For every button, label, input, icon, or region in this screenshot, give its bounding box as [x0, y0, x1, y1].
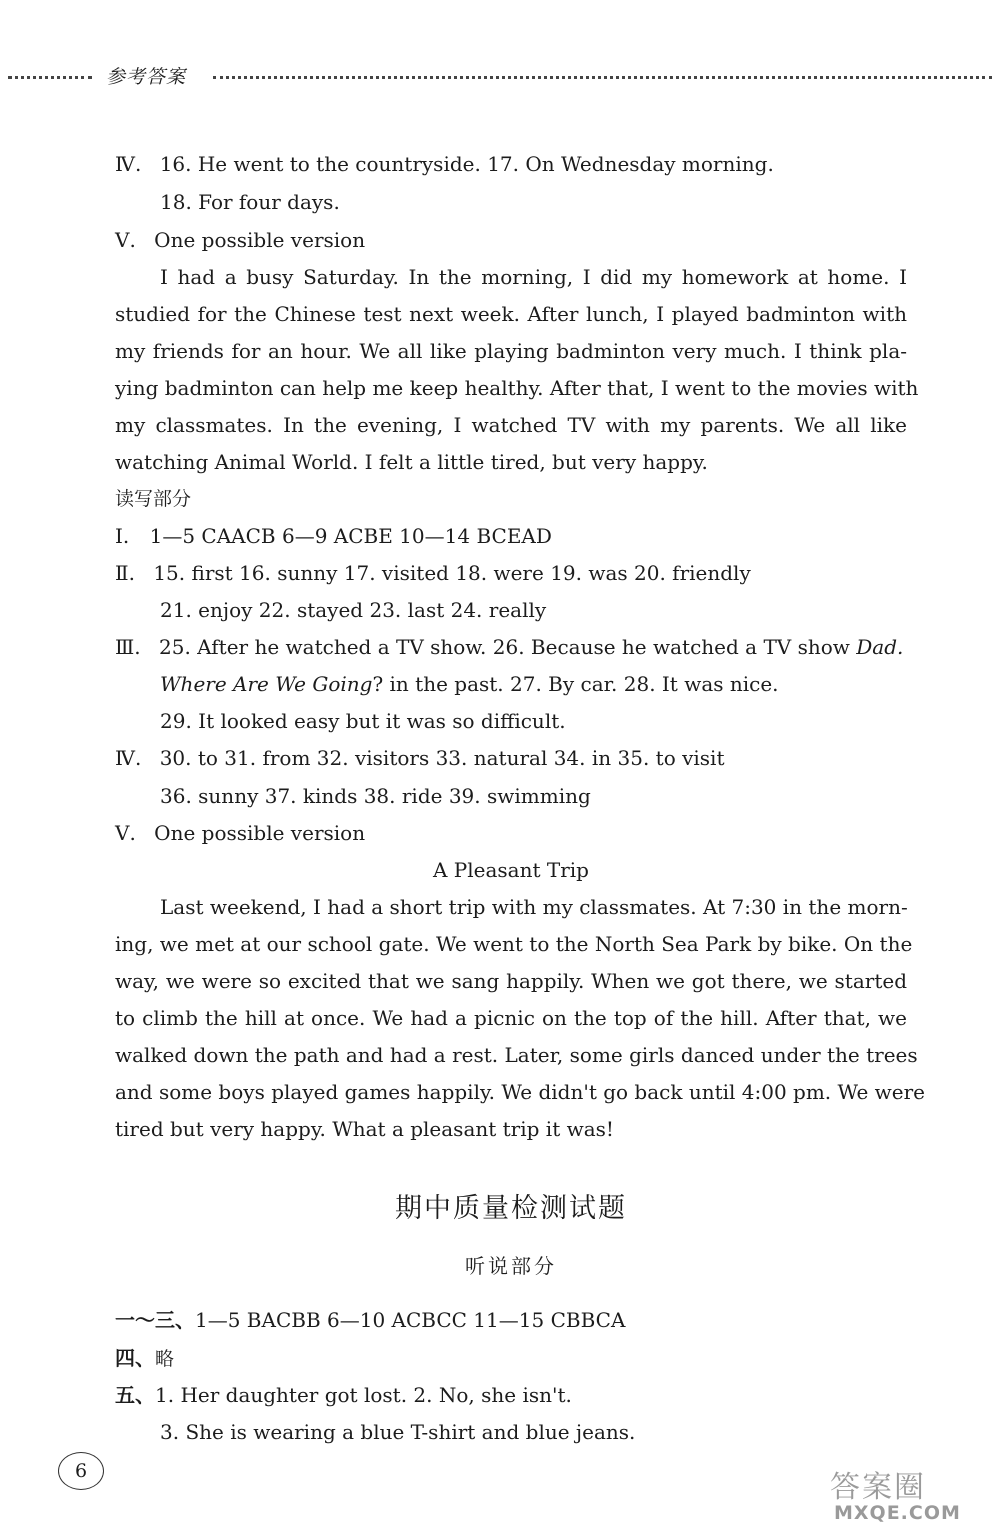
roman-numeral: Ⅱ.	[115, 561, 135, 585]
rw-iii-line3: 29. It looked easy but it was so difficult.	[160, 709, 566, 733]
essay2-title: A Pleasant Trip	[433, 858, 589, 882]
essay2-line: and some boys played games happily. We didn't go back until 4:00 pm. We were	[115, 1080, 925, 1104]
header-dotted-rule-right	[213, 76, 992, 79]
version-label: One possible version	[154, 228, 366, 252]
answer-text: 16. He went to the countryside. 17. On Wednesday morning.	[159, 152, 774, 176]
watermark-text: 答案圈	[830, 1470, 926, 1505]
question-label: 五、	[115, 1383, 155, 1407]
essay2-line: to climb the hill at once. We had a picnic on the top of the hill. After that, we	[115, 1006, 907, 1030]
roman-numeral: Ⅳ.	[115, 746, 142, 770]
essay1-line: ying badminton can help me keep healthy. After that, I went to the movies with	[115, 376, 919, 400]
rw-iv-line1	[115, 746, 725, 770]
running-header	[8, 62, 992, 92]
roman-numeral: Ⅲ.	[115, 635, 141, 659]
listening-iv-line1	[115, 152, 774, 176]
rw-i-answers	[115, 524, 552, 548]
answer-text: 30. to 31. from 32. visitors 33. natural 34. in 35. to visit	[159, 746, 725, 770]
header-title: 参考答案	[106, 66, 187, 88]
roman-numeral: Ⅰ.	[115, 524, 130, 548]
essay2-line: walked down the path and had a rest. Later, some girls danced under the trees	[115, 1043, 918, 1067]
essay1-line: my classmates. In the evening, I watched TV with my parents. We all like	[115, 413, 907, 437]
watermark-logo	[830, 1462, 990, 1526]
essay1-line: I had a busy Saturday. In the morning, I did my homework at home. I	[160, 265, 907, 289]
show-title-italic: Dad.	[856, 635, 904, 659]
essay2-line: way, we were so excited that we sang happily. When we got there, we started	[115, 969, 907, 993]
essay2-line: Last weekend, I had a short trip with my classmates. At 7:30 in the morn-	[160, 895, 908, 919]
listening-v-heading	[115, 228, 365, 252]
roman-numeral: Ⅴ.	[115, 821, 136, 845]
section-heading-reading-writing: 读写部分	[115, 488, 192, 510]
answer-text: 1. Her daughter got lost. 2. No, she isn't.	[155, 1383, 572, 1407]
midterm-title: 期中质量检测试题	[395, 1193, 627, 1224]
page-number-badge: 6	[58, 1452, 104, 1490]
show-title-italic: Where Are We Going	[160, 672, 373, 696]
answer-text: 15. first 16. sunny 17. visited 18. were 19. was 20. friendly	[153, 561, 751, 585]
answer-text: 1—5 CAACB 6—9 ACBE 10—14 BCEAD	[149, 524, 552, 548]
essay1-line: studied for the Chinese test next week. After lunch, I played badminton with	[115, 302, 907, 326]
watermark-url: MXQE.COM	[834, 1502, 961, 1524]
midterm-q5-line1	[115, 1383, 572, 1407]
essay2-line: tired but very happy. What a pleasant trip it was!	[115, 1117, 614, 1141]
rw-iii-line2	[160, 672, 779, 696]
header-dotted-rule-left	[8, 76, 92, 79]
midterm-subtitle: 听说部分	[465, 1254, 557, 1278]
answer-text: 25. After he watched a TV show. 26. Because he watched a TV show	[159, 635, 857, 659]
rw-ii-line1	[115, 561, 751, 585]
roman-numeral: Ⅴ.	[115, 228, 136, 252]
midterm-q4	[115, 1346, 174, 1371]
rw-ii-line2: 21. enjoy 22. stayed 23. last 24. really	[160, 598, 547, 622]
answer-text: 1—5 BACBB 6—10 ACBCC 11—15 CBBCA	[195, 1308, 626, 1332]
midterm-q5-line2: 3. She is wearing a blue T-shirt and blue jeans.	[160, 1420, 636, 1444]
rw-iv-line2: 36. sunny 37. kinds 38. ride 39. swimming	[160, 784, 591, 808]
essay1-line: my friends for an hour. We all like playing badminton very much. I think pla-	[115, 339, 907, 363]
question-label: 一～三、	[115, 1308, 195, 1332]
listening-iv-line2: 18. For four days.	[160, 190, 340, 214]
answer-text: ? in the past. 27. By car. 28. It was nice.	[372, 672, 779, 696]
answer-text: 略	[155, 1348, 175, 1370]
question-label: 四、	[115, 1346, 155, 1370]
essay1-line: watching Animal World. I felt a little tired, but very happy.	[115, 450, 708, 474]
version-label: One possible version	[154, 821, 366, 845]
rw-v-heading	[115, 821, 365, 845]
midterm-q1-3	[115, 1308, 625, 1332]
rw-iii-line1	[115, 635, 903, 659]
roman-numeral: Ⅳ.	[115, 152, 142, 176]
essay2-line: ing, we met at our school gate. We went to the North Sea Park by bike. On the	[115, 932, 913, 956]
